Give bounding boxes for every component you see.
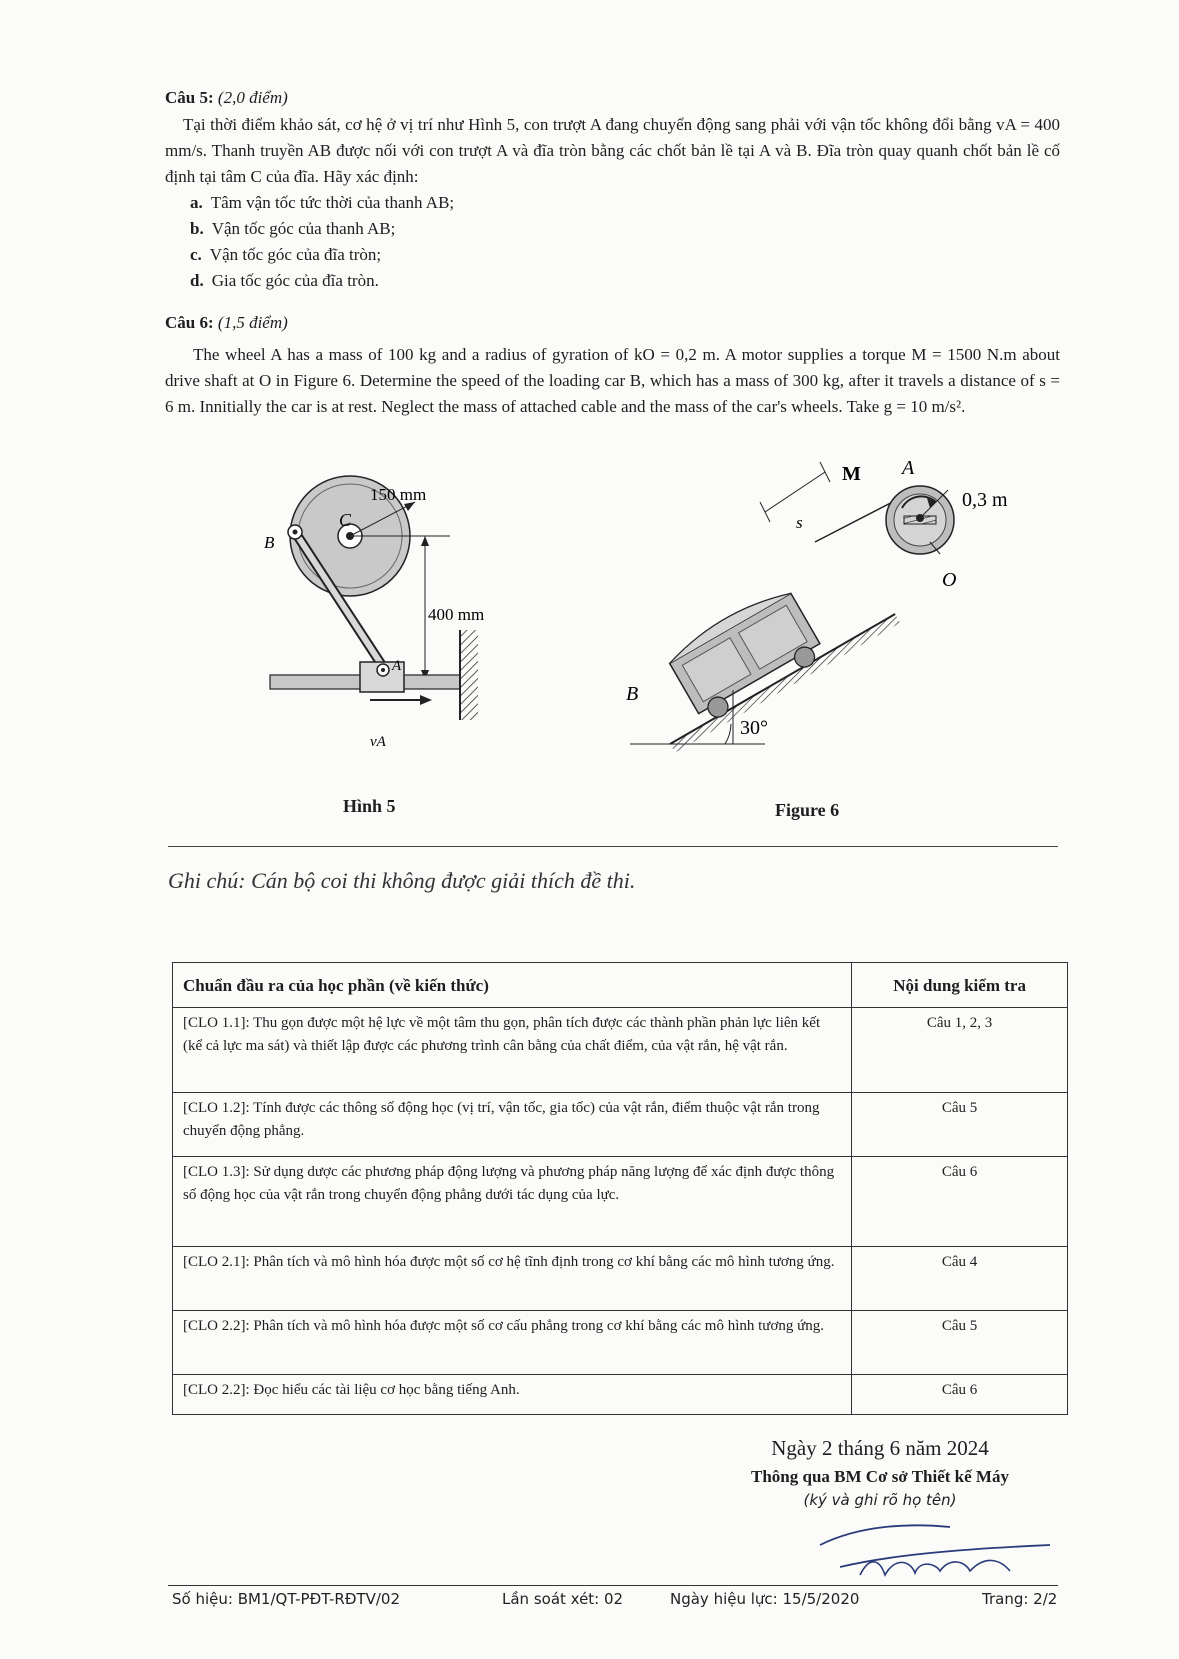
figure-5 [264, 470, 530, 780]
q6-points: (1,5 điểm) [217, 313, 288, 332]
q6-body: The wheel A has a mass of 100 kg and a radius of gyration of kO = 0,2 m. A motor supplies a torque M = 1500 N.m about drive shaft at O in Figure 6. Determine the speed of the loading car B, which has a mass of 300 kg, after it travels a distance of s = 6 m. Innitially the car is at rest. Neglect the mass of attached cable and the mass of the car's wheels. Take g = 10 m/s². [165, 345, 1060, 416]
exam-note: Ghi chú: Cán bộ coi thi không được giải thích đề thi. [168, 868, 636, 893]
fig6-label-b: B [626, 683, 639, 705]
signature-hint: (ký và ghi rõ họ tên) [803, 1491, 957, 1509]
table-cell-content: Câu 1, 2, 3 [852, 1008, 1068, 1093]
signature-date: Ngày 2 tháng 6 năm 2024 [771, 1436, 989, 1460]
table-row [173, 1375, 1068, 1415]
table-row [173, 1093, 1068, 1157]
signature-block [690, 1436, 1070, 1509]
wall [460, 630, 478, 720]
q6-heading [165, 313, 288, 333]
table-cell-content: Câu 5 [852, 1311, 1068, 1375]
q5-heading [165, 88, 288, 108]
fig6-caption: Figure 6 [775, 800, 840, 820]
signature-approval: Thông qua BM Cơ sở Thiết kế Máy [751, 1467, 1009, 1486]
q5-points: (2,0 điểm) [217, 88, 288, 107]
handwritten-signature [800, 1505, 1070, 1585]
fig5-label-c: C [339, 510, 352, 530]
fig6-label-a: A [902, 457, 915, 479]
footer-page: Trang: 2/2 [982, 1590, 1058, 1608]
fig5-label-a: A [392, 658, 402, 674]
fig5-label-150: 150 mm [370, 485, 427, 504]
q5-item-c: c. Vận tốc góc của đĩa tròn; [190, 245, 382, 264]
fig5-label-400: 400 mm [428, 605, 485, 624]
table-cell-clo: [CLO 1.1]: Thu gọn được một hệ lực về một tâm thu gọn, phân tích được các thành phần phản lực liên kết (kể cả lực ma sát) và thiết lập được các phương trình cân bằng của chất điểm, của vật rắn, hệ vật rắn. [173, 1008, 852, 1093]
q5-body: Tại thời điểm khảo sát, cơ hệ ở vị trí như Hình 5, con trượt A đang chuyển động sang phải với vận tốc không đổi bằng vA = 400 mm/s. Thanh truyền AB được nối với con trượt A và đĩa tròn bằng các chốt bản lề tại A và B. Đĩa tròn quay quanh chốt bản lề cố định tại tâm C của đĩa. Hãy xác định: [165, 115, 1060, 186]
table-row [173, 1157, 1068, 1247]
q5-item-a: a. Tâm vận tốc tức thời của thanh AB; [190, 193, 455, 212]
divider [168, 846, 1058, 847]
table-cell-clo: [CLO 1.2]: Tính được các thông số động học (vị trí, vận tốc, gia tốc) của vật rắn, điểm thuộc vật rắn trong chuyển động phẳng. [173, 1093, 852, 1157]
table-cell-clo: [CLO 2.2]: Phân tích và mô hình hóa được một số cơ cấu phẳng trong cơ khí bằng các mô hình tương ứng. [173, 1311, 852, 1375]
fig6-label-30: 30° [740, 717, 768, 739]
footer-divider [168, 1585, 1058, 1586]
fig5-label-b: B [264, 533, 275, 552]
table-cell-clo: [CLO 2.2]: Đọc hiểu các tài liệu cơ học bằng tiếng Anh. [173, 1375, 852, 1415]
table-cell-content: Câu 6 [852, 1375, 1068, 1415]
q5-item-b: b. Vận tốc góc của thanh AB; [190, 219, 396, 238]
figure-6 [626, 457, 1050, 772]
footer-code: Số hiệu: BM1/QT-PĐT-RĐTV/02 [172, 1590, 401, 1608]
q6-title: Câu 6: [165, 313, 214, 332]
table-cell-clo: [CLO 1.3]: Sử dụng dược các phương pháp động lượng và phương pháp năng lượng để xác định được thông số động học của vật rắn trong chuyển động phẳng dưới tác dụng của lực. [173, 1157, 852, 1247]
table-header-row [173, 963, 1068, 1008]
table-cell-content: Câu 6 [852, 1157, 1068, 1247]
table-header-content: Nội dung kiểm tra [852, 963, 1068, 1008]
fig5-caption: Hình 5 [343, 796, 396, 816]
table-row [173, 1008, 1068, 1093]
q5-title: Câu 5: [165, 88, 214, 107]
q5-items [190, 190, 454, 294]
fig6-label-o: O [942, 569, 957, 591]
fig6-label-s: s [796, 513, 803, 532]
table-cell-content: Câu 5 [852, 1093, 1068, 1157]
table-row [173, 1247, 1068, 1311]
fig5-label-va: vA [370, 734, 386, 750]
table-header-clo: Chuẩn đầu ra của học phần (về kiến thức) [173, 963, 852, 1008]
table-row [173, 1311, 1068, 1375]
table-cell-content: Câu 4 [852, 1247, 1068, 1311]
footer-effective: Ngày hiệu lực: 15/5/2020 [670, 1590, 860, 1608]
q5-item-d: d. Gia tốc góc của đĩa tròn. [190, 271, 379, 290]
footer-revision: Lần soát xét: 02 [502, 1590, 624, 1608]
clo-table [172, 962, 1068, 1415]
table-cell-clo: [CLO 2.1]: Phân tích và mô hình hóa được một số cơ hệ tĩnh định trong cơ khí bằng các mô hình tương ứng. [173, 1247, 852, 1311]
fig6-label-m: M [842, 463, 861, 485]
fig6-label-03: 0,3 m [962, 489, 1008, 511]
